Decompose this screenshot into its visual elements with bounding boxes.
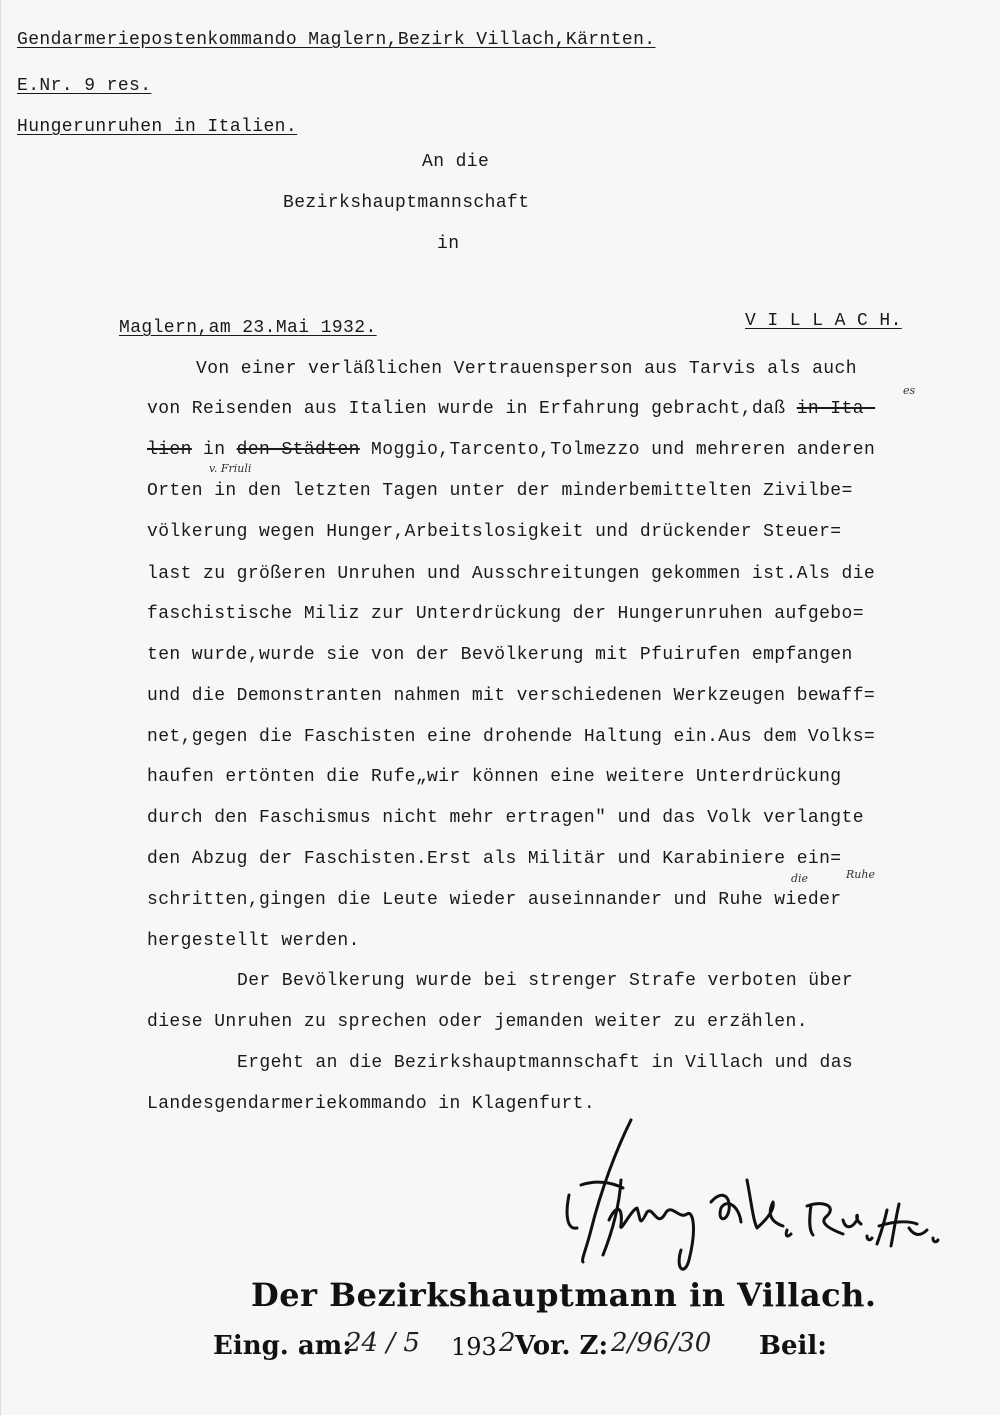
body-line-15: hergestellt werden.: [147, 931, 360, 951]
body-line-10: net,gegen die Faschisten eine drohende Haltung ein.Aus dem Volks=: [147, 727, 876, 747]
body-line-5: völkerung wegen Hunger,Arbeitslosigkeit und drückender Steuer=: [147, 522, 842, 542]
handwritten-es: es: [903, 384, 916, 397]
struck-text-italien-1: in Ita-: [796, 399, 876, 419]
body-paragraph-2-line-1: Der Bevölkerung wurde bei strenger Strafe verboten über: [237, 971, 854, 991]
body-paragraph-2-line-2: diese Unruhen zu sprechen oder jemanden weiter zu erzählen.: [147, 1012, 808, 1032]
body-paragraph-3-line-2: Landesgendarmeriekommando in Klagenfurt.: [147, 1094, 596, 1114]
struck-text-staedten: den Städten: [236, 440, 360, 460]
struck-text-italien-2: lien: [147, 440, 192, 460]
recipient-city: V I L L A C H.: [745, 311, 902, 331]
handwritten-signature: [561, 1110, 941, 1280]
handwritten-ruhe: Ruhe: [846, 868, 875, 881]
body-line-2-text: von Reisenden aus Italien wurde in Erfahrung gebracht,daß: [147, 399, 797, 419]
body-line-11: haufen ertönten die Rufe„wir können eine weitere Unterdrückung: [147, 767, 842, 787]
stamp-year-prefix: 193: [451, 1333, 497, 1361]
stamp-year-suffix: 2: [499, 1328, 516, 1358]
header-office: Gendarmeriepostenkommando Maglern,Bezirk Villach,Kärnten.: [17, 30, 656, 50]
recipient-line2: Bezirkshauptmannschaft: [283, 193, 530, 213]
header-subject: Hungerunruhen in Italien.: [17, 117, 298, 137]
stamp-eing-label: Eing. am:: [213, 1331, 352, 1361]
body-line-3-in: in: [191, 440, 237, 460]
body-line-13: den Abzug der Faschisten.Erst als Militär und Karabiniere ein=: [147, 849, 842, 869]
body-line-6: last zu größeren Unruhen und Ausschreitungen gekommen ist.Als die: [147, 564, 876, 584]
date-line: Maglern,am 23.Mai 1932.: [119, 318, 377, 338]
stamp-eing-value: 24 / 5: [345, 1328, 420, 1358]
stamp-vor-label: Vor. Z:: [515, 1331, 609, 1361]
body-line-4: Orten in den letzten Tagen unter der minderbemittelten Zivilbe=: [147, 481, 853, 501]
recipient-line1: An die: [422, 152, 490, 172]
body-line-3: [147, 440, 875, 460]
body-line-3-text: Moggio,Tarcento,Tolmezzo und mehreren anderen: [359, 440, 876, 460]
handwritten-die: die: [791, 872, 809, 885]
stamp-title: Der Bezirkshauptmann in Villach.: [251, 1276, 877, 1314]
body-line-1: Von einer verläßlichen Vertrauensperson aus Tarvis als auch: [196, 359, 857, 379]
header-reference: E.Nr. 9 res.: [17, 76, 152, 96]
body-line-12: durch den Faschismus nicht mehr ertragen" und das Volk verlangte: [147, 808, 864, 828]
body-line-9: und die Demonstranten nahmen mit verschiedenen Werkzeugen bewaff=: [147, 686, 876, 706]
body-line-2: [147, 399, 875, 419]
body-line-14: schritten,gingen die Leute wieder auseinnander und Ruhe wieder: [147, 890, 842, 910]
stamp-vor-value: 2/96/30: [611, 1328, 712, 1358]
body-line-7: faschistische Miliz zur Unterdrückung der Hungerunruhen aufgebo=: [147, 604, 864, 624]
stamp-beil-label: Beil:: [759, 1331, 827, 1361]
body-paragraph-3-line-1: Ergeht an die Bezirkshauptmannschaft in Villach und das: [237, 1053, 854, 1073]
handwritten-friuli: v. Friuli: [209, 462, 252, 475]
body-line-8: ten wurde,wurde sie von der Bevölkerung mit Pfuirufen empfangen: [147, 645, 853, 665]
recipient-line3: in: [437, 234, 460, 254]
